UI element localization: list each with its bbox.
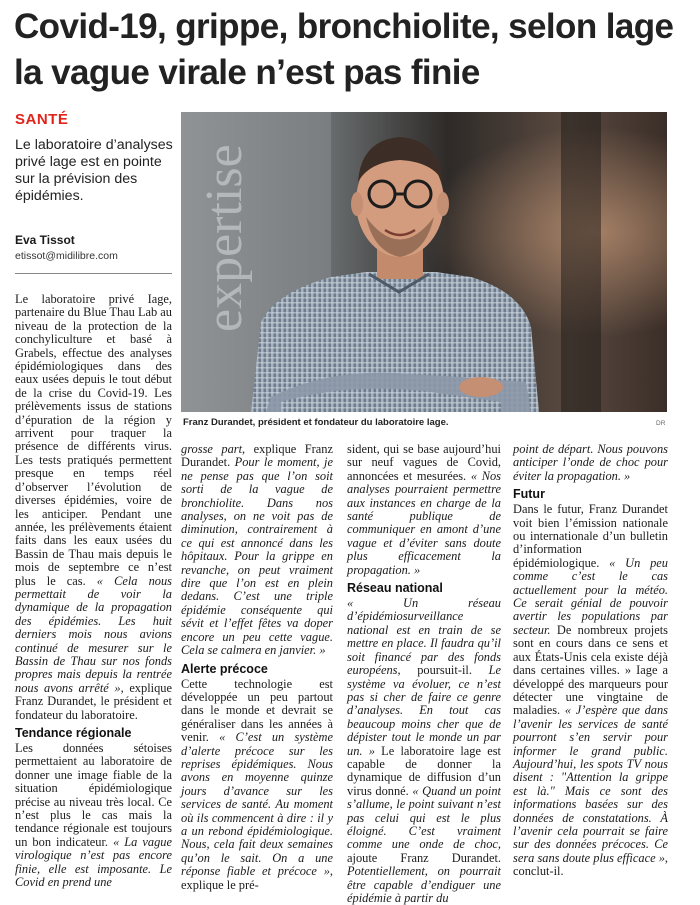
paragraph bbox=[15, 742, 172, 889]
quote-text: « La vague virologique n’est pas encore finie, elle est imposante. Le Covid en prend une bbox=[15, 834, 173, 890]
quote-text: Potentiellement, on pourrait être capable d’endiguer une épidémie à partir du bbox=[347, 864, 501, 905]
quote-text: « Quand un point s’allume, le point suivant n’est pas celui qui est le plus éloigné. C’est vraiment comme une onde de choc, bbox=[347, 783, 501, 852]
portrait-photo bbox=[181, 112, 667, 412]
body-text: De nombreux projets sont en cours dans ce sens et aux États-Unis cela existe déjà dans certaines villes. » bbox=[513, 622, 668, 678]
paragraph bbox=[181, 678, 333, 893]
paragraph bbox=[347, 597, 501, 905]
subhead-futur: Futur bbox=[513, 487, 545, 502]
body-text: , conclut-il. bbox=[513, 850, 668, 879]
article-column-4 bbox=[513, 443, 668, 879]
author-name: Eva Tissot bbox=[15, 233, 75, 247]
body-text: sident, qui se base aujourd’hui sur neuf vagues de Covid, annoncées et mesurées. bbox=[347, 442, 501, 483]
paragraph bbox=[513, 503, 668, 878]
quote-text: « Cela nous permettait de voir la dynamique de la propagation des épidémies. Les huit derniers mois nous avions continué de mesurer sur le Bassin de Thau sur nos fonds propres mais depuis la rentrée nous avons arrêté » bbox=[15, 573, 172, 695]
article-column-2 bbox=[181, 443, 333, 892]
photo-credit: DR bbox=[656, 420, 666, 427]
body-text: , explique Franz Durandet, le président et fondateur du laboratoire. bbox=[15, 680, 172, 722]
body-text: , explique le pré- bbox=[181, 864, 333, 892]
body-text: Iage a développé des marqueurs pour détecter une vingtaine de maladies. bbox=[513, 663, 669, 718]
photo-caption: Franz Durandet, président et fondateur du laboratoire lage. bbox=[183, 417, 449, 428]
quote-text: point de départ. Nous pouvons anticiper l’onde de choc pour éviter la propagation. » bbox=[513, 442, 668, 483]
quote-text: Le système va évoluer, ce n’est pas si cher de faire ce genre d’analyses. En tout cas beaucoup moins cher que de dépister tout le monde un par un. » bbox=[347, 663, 501, 758]
quote-text: « Un réseau d’épidémiosurveillance national est en train de se mettre en place. Il faudra qu’il soit financé par des fonds européens, bbox=[347, 596, 501, 678]
quote-text: grosse part bbox=[181, 442, 243, 456]
section-rubric: SANTÉ bbox=[15, 111, 69, 128]
body-text: Cette technologie est développée un peu partout dans le monde et devrait se généraliser dans les années à venir. bbox=[181, 676, 333, 745]
quote-text: Pour le moment, je ne pense pas que l’on soit sorti de la vague de bronchiolite. Dans nos analyses, on ne voit pas de diminution, contrairement à ce qui est annoncé dans les hôpitaux. Pour la grippe en revanche, on peut vraiment dire que l’on est en plein dedans. C’est une triple épidémie conséquente qui sévit et l’effet fêtes va doper encore un peu cette vague. Cela se calmera en janvier. » bbox=[181, 455, 333, 658]
subhead-reseau: Réseau national bbox=[347, 581, 443, 596]
standfirst: Le laboratoire d’analyses privé lage est en pointe sur la prévision des épidémies. bbox=[15, 137, 173, 204]
body-text: poursuit-il. bbox=[417, 663, 472, 678]
body-text: Dans le futur, Franz Durandet voit bien l’émission nationale ou internationale d’un bulletin d’information épidémiologique. bbox=[513, 502, 668, 570]
article-column-3 bbox=[347, 443, 501, 905]
subhead-tendance: Tendance régionale bbox=[15, 726, 132, 740]
headline: Covid-19, grippe, bronchiolite, selon lage la vague virale n’est pas finie bbox=[14, 7, 674, 92]
paragraph bbox=[347, 443, 501, 577]
body-text: Le laboratoire privé Iage, partenaire du Blue Thau Lab au niveau de la protection de la conchyliculture et basé à Grabels, effectue des analyses épidémiologiques dans des eaux usées depuis le tout début de la crise du Covid-19. Les prélèvements issus de stations d’épuration de la région y arrivent pour traquer la présence de différents virus. Les tests pratiqués permettent presque en temps réel d’observer l’évolution de diverses épidémies, voire de les anticiper. Pendant une année, les prélèvements étaient faits dans les eaux usées du Bassin de Thau mais depuis le mois de septembre ce n’est plus le cas. bbox=[15, 292, 173, 588]
paragraph bbox=[513, 443, 668, 483]
author-divider bbox=[15, 273, 172, 274]
article-column-1 bbox=[15, 293, 172, 889]
quote-text: « Nos analyses pourraient permettre aux instances en charge de la santé publique de communiquer en amont d’une vague et d’éviter sans doute plus efficacement la propagation. » bbox=[347, 468, 501, 577]
paragraph bbox=[15, 293, 172, 722]
quote-text: « C’est un système d’alerte précoce sur les reprises épidémiques. Nous avons en moyenne quinze jours d’avance sur les services de santé. Au moment où ils commencent à dire : il y a un rebond épidémiologique. Nous, cela fait deux semaines qu’on le sait. On a une réponse fiable et précoce » bbox=[181, 730, 333, 879]
paragraph bbox=[181, 443, 333, 658]
body-text: Les données sétoises permettaient au laboratoire de donner une image fiable de la situation épidémiologique précise au niveau très local. Ce n’est plus le cas mais la tendance régionale est toujours un bon indicateur. bbox=[15, 741, 172, 849]
body-text: , explique Franz Durandet. bbox=[181, 442, 333, 470]
wall-lettering: expertise bbox=[196, 144, 253, 332]
body-text: Le laboratoire lage est capable de donner la dynamique de diffusion d’un virus donné. bbox=[347, 743, 501, 798]
quote-text: « J’espère que dans l’avenir les services de santé pourront s’en servir pour informer le grand public. Aujourd’hui, les spots TV nous disent : "Attention la grippe est là." Mais ce sont des informations basées sur des données de constatations. À l’avenir cela pourrait se faire sur des données précoces. Ce sera sans doute plus efficace » bbox=[513, 703, 668, 865]
quote-text: « Un peu comme c’est le cas actuellement pour la météo. Ce serait génial de pouvoir avertir les populations par secteur. bbox=[513, 555, 668, 637]
author-email[interactable]: etissot@midilibre.com bbox=[15, 250, 118, 262]
subhead-alerte: Alerte précoce bbox=[181, 661, 268, 676]
body-text: ajoute Franz Durandet. bbox=[347, 850, 501, 865]
